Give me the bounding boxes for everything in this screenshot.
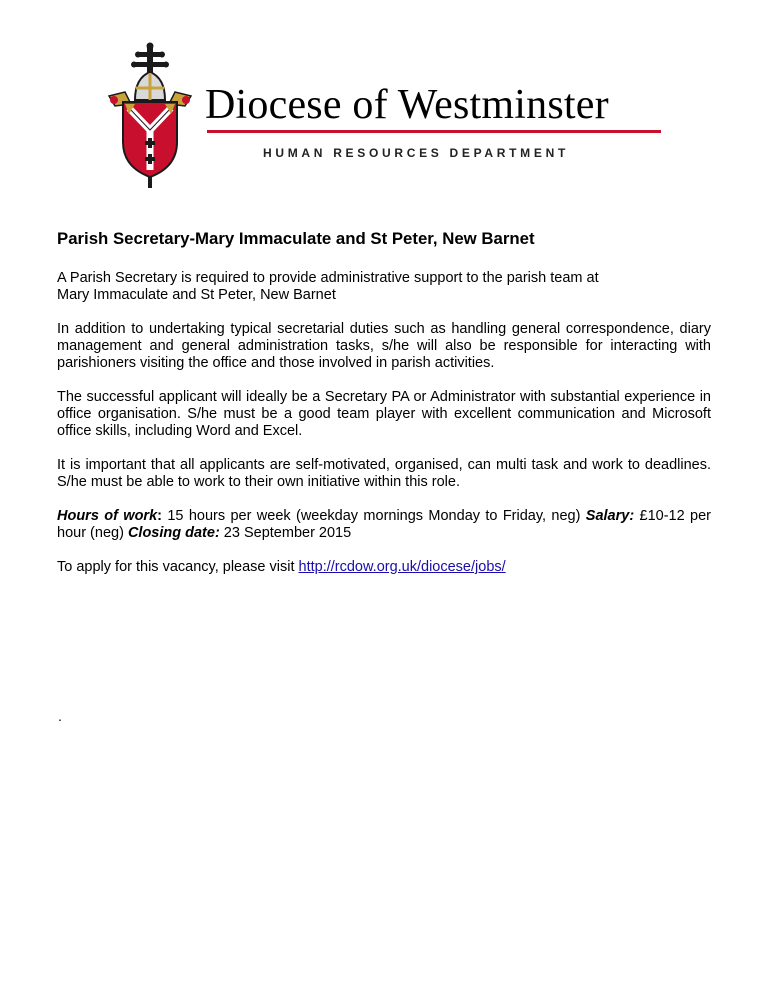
job-title: Parish Secretary-Mary Immaculate and St Peter, New Barnet — [57, 229, 535, 248]
org-name: Diocese of Westminster — [205, 82, 609, 128]
intro-line-1: A Parish Secretary is required to provide administrative support to the parish team at — [57, 270, 599, 286]
letterhead — [0, 0, 768, 200]
header-divider — [207, 130, 661, 133]
department-name: HUMAN RESOURCES DEPARTMENT — [263, 146, 569, 160]
duties-paragraph: In addition to undertaking typical secretarial duties such as handling general correspondence, diary management and general administration tasks, s/he will also be responsible for interacting with parishioners visiting the office and those involved in parish activities. — [57, 321, 711, 371]
trailing-mark: . — [58, 708, 62, 724]
diocese-crest-icon — [105, 42, 195, 190]
apply-text: To apply for this vacancy, please visit — [57, 559, 299, 575]
salary-label: Salary: — [585, 508, 635, 524]
candidate-paragraph: The successful applicant will ideally be a Secretary PA or Administrator with substantial experience in office organisation. S/he must be a good team player with excellent communication and Microsoft office skills, including Word and Excel. — [57, 389, 711, 439]
apply-paragraph — [57, 559, 711, 576]
closing-date-value: 23 September 2015 — [219, 525, 352, 541]
jobs-link[interactable]: http://rcdow.org.uk/diocese/jobs/ — [298, 559, 506, 575]
salary-value: £10-12 per hour (neg) — [57, 508, 711, 541]
closing-date-label: Closing date: — [127, 525, 220, 541]
hours-value: 15 hours per week (weekday mornings Monday to Friday, neg) — [162, 508, 586, 524]
intro-line-2: Mary Immaculate and St Peter, New Barnet — [57, 287, 336, 303]
hours-label: Hours of work — [57, 508, 158, 524]
requirements-paragraph: It is important that all applicants are self-motivated, organised, can multi task and work to deadlines. S/he must be able to work to their own initiative within this role. — [57, 457, 711, 490]
vacancy-body — [57, 228, 711, 593]
terms-paragraph — [57, 508, 711, 542]
intro-paragraph — [57, 270, 711, 304]
hours-colon: : — [157, 508, 162, 524]
